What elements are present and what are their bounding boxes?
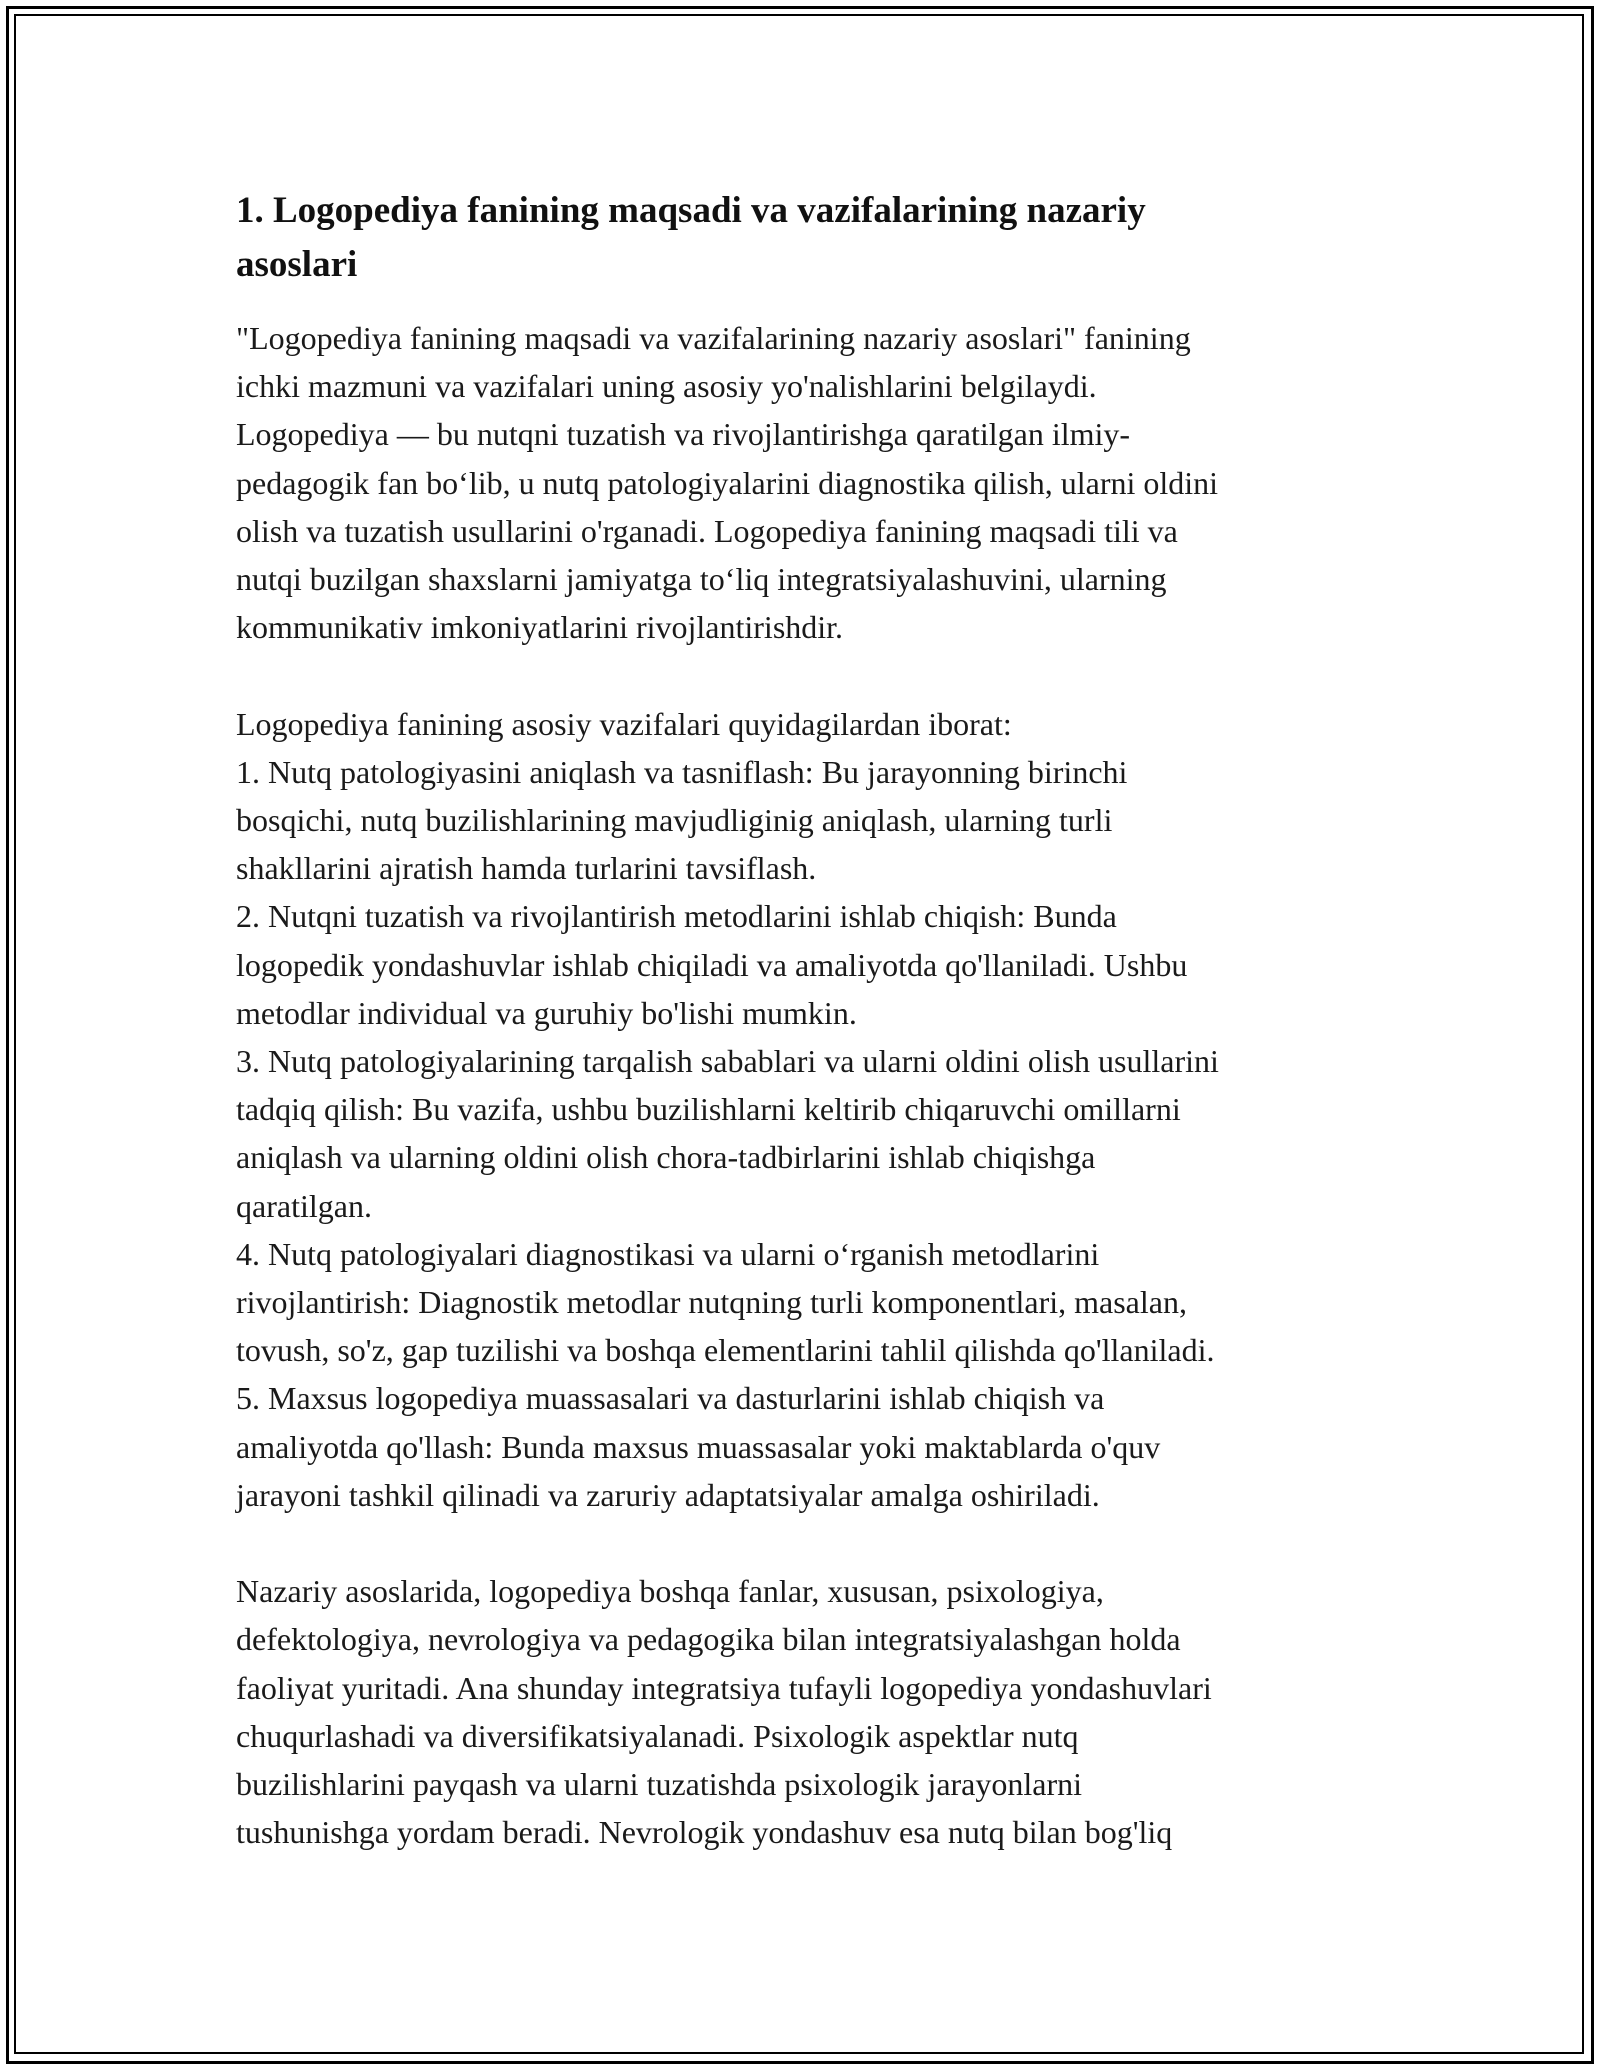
task-item-1: [236, 748, 1376, 893]
text-line: rivojlantirish: Diagnostik metodlar nutqning turli komponentlari, masalan,: [236, 1284, 1187, 1321]
text-line: metodlar individual va guruhiy bo'lishi mumkin.: [236, 994, 857, 1031]
heading-line: asoslari: [236, 244, 358, 285]
text-line: Nazariy asoslarida, logopediya boshqa fanlar, xususan, psixologiya,: [236, 1573, 1104, 1610]
text-line: olish va tuzatish usullarini o'rganadi. Logopediya fanining maqsadi tili va: [236, 512, 1178, 549]
document-body: [236, 184, 1376, 1856]
text-line: shakllarini ajratish hamda turlarini tavsiflash.: [236, 850, 817, 887]
intro-paragraph: [236, 314, 1376, 651]
text-line: pedagogik fan bo‘lib, u nutq patologiyalarini diagnostika qilish, ularni oldini: [236, 464, 1219, 501]
text-line: chuqurlashadi va diversifikatsiyalanadi. Psixologik aspektlar nutq: [236, 1717, 1079, 1754]
tasks-list: [236, 700, 1376, 1519]
theory-paragraph: [236, 1567, 1376, 1856]
text-line: Logopediya — bu nutqni tuzatish va rivojlantirishga qaratilgan ilmiy-: [236, 416, 1131, 453]
section-heading: [236, 184, 1376, 292]
text-line: nutqi buzilgan shaxslarni jamiyatga to‘liq integratsiyalashuvini, ularning: [236, 561, 1167, 598]
text-line: 2. Nutqni tuzatish va rivojlantirish metodlarini ishlab chiqish: Bunda: [236, 898, 1117, 935]
text-line: 5. Maxsus logopediya muassasalari va dasturlarini ishlab chiqish va: [236, 1380, 1105, 1417]
text-line: tushunishga yordam beradi. Nevrologik yondashuv esa nutq bilan bog'liq: [236, 1814, 1173, 1851]
heading-line: 1. Logopediya fanining maqsadi va vazifalarining nazariy: [236, 190, 1146, 231]
paragraph-spacer: [236, 651, 1376, 699]
task-item-3: [236, 1037, 1376, 1230]
text-line: faoliyat yuritadi. Ana shunday integratsiya tufayli logopediya yondashuvlari: [236, 1669, 1212, 1706]
text-line: amaliyotda qo'llash: Bunda maxsus muassasalar yoki maktablarda o'quv: [236, 1428, 1161, 1465]
paragraph-spacer: [236, 1519, 1376, 1567]
text-line: jarayoni tashkil qilinadi va zaruriy adaptatsiyalar amalga oshiriladi.: [236, 1476, 1100, 1513]
task-item-4: [236, 1230, 1376, 1375]
text-line: defektologiya, nevrologiya va pedagogika bilan integratsiyalashgan holda: [236, 1621, 1181, 1658]
text-line: 4. Nutq patologiyalari diagnostikasi va ularni o‘rganish metodlarini: [236, 1235, 1100, 1272]
text-line: tadqiq qilish: Bu vazifa, ushbu buzilishlarni keltirib chiqaruvchi omillarni: [236, 1091, 1181, 1128]
task-item-2: [236, 892, 1376, 1037]
tasks-intro: Logopediya fanining asosiy vazifalari quyidagilardan iborat:: [236, 705, 1012, 742]
text-line: logopedik yondashuvlar ishlab chiqiladi va amaliyotda qo'llaniladi. Ushbu: [236, 946, 1188, 983]
text-line: 1. Nutq patologiyasini aniqlash va tasniflash: Bu jarayonning birinchi: [236, 753, 1128, 790]
text-line: "Logopediya fanining maqsadi va vazifalarining nazariy asoslari" fanining: [236, 320, 1191, 356]
text-line: tovush, so'z, gap tuzilishi va boshqa elementlarini tahlil qilishda qo'llaniladi.: [236, 1332, 1215, 1369]
text-line: aniqlash va ularning oldini olish chora-tadbirlarini ishlab chiqishga: [236, 1139, 1096, 1176]
text-line: bosqichi, nutq buzilishlarining mavjudliginig aniqlash, ularning turli: [236, 802, 1113, 839]
text-line: qaratilgan.: [236, 1187, 372, 1224]
text-line: 3. Nutq patologiyalarining tarqalish sabablari va ularni oldini olish usullarini: [236, 1043, 1219, 1080]
text-line: ichki mazmuni va vazifalari uning asosiy yo'nalishlarini belgilaydi.: [236, 368, 1097, 405]
text-line: buzilishlarini payqash va ularni tuzatishda psixologik jarayonlarni: [236, 1766, 1083, 1803]
task-item-5: [236, 1374, 1376, 1519]
text-line: kommunikativ imkoniyatlarini rivojlantirishdir.: [236, 609, 844, 646]
